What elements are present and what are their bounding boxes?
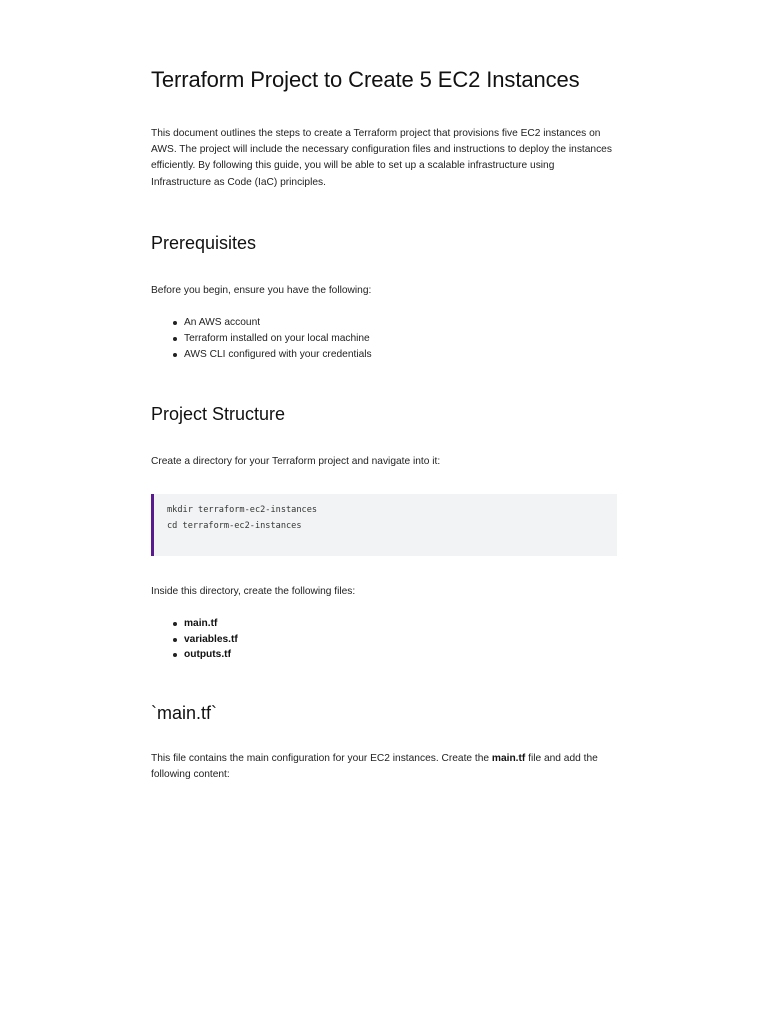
list-item (151, 647, 617, 663)
code-line: mkdir terraform-ec2-instances (167, 504, 318, 515)
file-name: main.tf (184, 617, 218, 629)
prerequisites-heading: Prerequisites (151, 232, 257, 253)
project-structure-intro: Create a directory for your Terraform project and navigate into it: (151, 456, 441, 468)
bullet-icon (173, 638, 177, 642)
bullet-icon (173, 653, 177, 657)
list-item (151, 315, 617, 331)
list-item (151, 632, 617, 648)
prerequisites-list (151, 315, 617, 362)
document-title: Terraform Project to Create 5 EC2 Instances (151, 67, 580, 92)
list-item-label: AWS CLI configured with your credentials (184, 348, 372, 360)
code-line: cd terraform-ec2-instances (167, 520, 302, 531)
list-item-label: An AWS account (184, 317, 261, 329)
files-list (151, 616, 617, 663)
file-name: outputs.tf (184, 649, 231, 661)
files-intro: Inside this directory, create the following files: (151, 585, 356, 597)
main-tf-paragraph (151, 751, 617, 783)
prerequisites-intro: Before you begin, ensure you have the following: (151, 284, 372, 296)
bullet-icon (173, 353, 177, 357)
list-item-label: Terraform installed on your local machine (184, 332, 370, 344)
bullet-icon (173, 622, 177, 626)
main-tf-bold-term: main.tf (491, 753, 526, 765)
bullet-icon (173, 337, 177, 341)
code-block[interactable] (151, 494, 617, 556)
main-tf-text-before: This file contains the main configuration for your EC2 instances. Create the (151, 753, 492, 765)
main-tf-text-after: file and add the following content: (151, 753, 598, 781)
project-structure-heading: Project Structure (151, 404, 286, 425)
main-tf-heading: `main.tf` (151, 703, 218, 724)
file-name: variables.tf (184, 633, 238, 645)
bullet-icon (173, 321, 177, 325)
intro-paragraph: This document outlines the steps to create a Terraform project that provisions five EC2 instances on AWS. The project will include the necessary configuration files and instructions to deploy the instances efficiently. By following this guide, you will be able to set up a scalable infrastructure using Infrastructure as Code (IaC) principles. (151, 128, 612, 188)
list-item (151, 331, 617, 347)
list-item (151, 616, 617, 632)
list-item (151, 347, 617, 363)
